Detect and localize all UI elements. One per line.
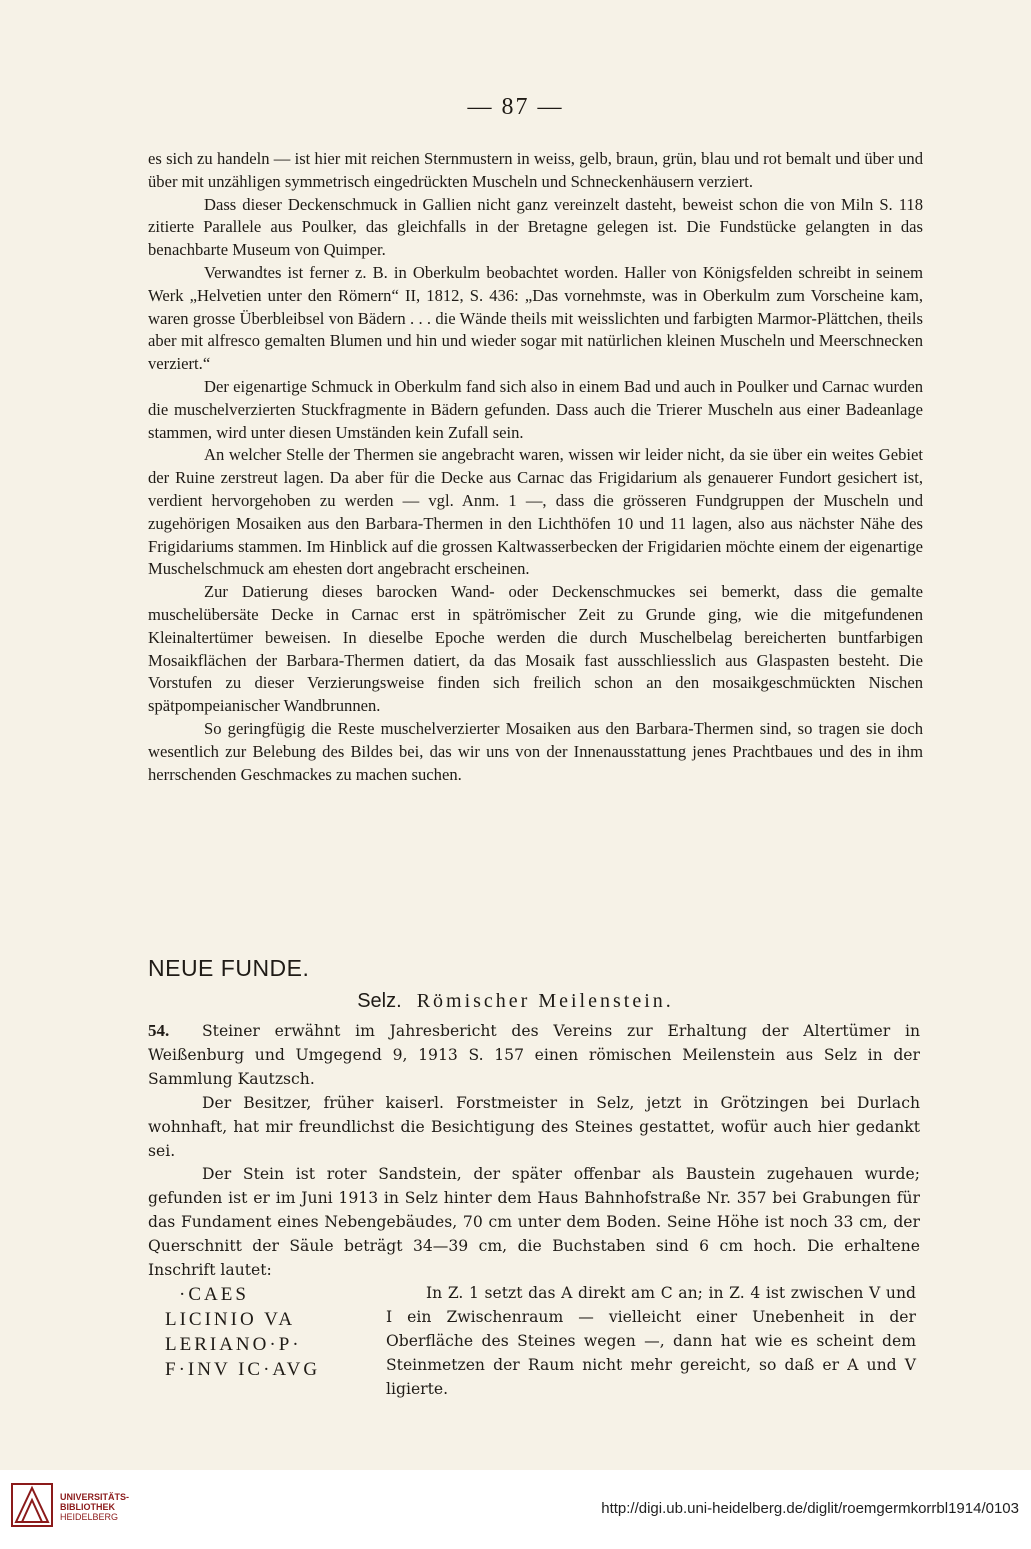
- paragraph: Verwandtes ist ferner z. B. in Oberkulm beobachtet worden. Haller von Königsfelden schreibt in seinem Werk „Helvetien unter den Römern“ II, 1812, S. 436: „Das vornehmste, was in Oberkulm zum Vorscheine kam, waren grosse Überbleibsel von Bädern . . . die Wände theils mit weisslichten und farbigten Marmor-Plättchen, theils aber mit alfresco gemalten Blumen und hin und wieder sogar mit natürlichen kleinen Muscheln und Meerschnecken verziert.“: [148, 262, 923, 374]
- find-subtitle: Römischer Meilenstein.: [416, 990, 674, 1012]
- inscription-line: F·INV IC·AVG: [165, 1359, 321, 1380]
- inscription-line: LICINIO VA: [165, 1309, 296, 1330]
- library-name: UNIVERSITÄTS- BIBLIOTHEK HEIDELBERG: [60, 1492, 130, 1522]
- paragraph: An welcher Stelle der Thermen sie angebracht waren, wissen wir leider nicht, da sie über ein weites Gebiet der Ruine zerstreut lagen. Da aber für die Decke aus Carnac das Frigidarium als genauerer Fundort gesichert ist, verdient hervorgehoben zu werden — vgl. Anm. 1 —, dass die grösseren Fundgruppen der Muscheln und zugehörigen Mosaiken aus den Barbara-Thermen in den Lichthöfen 10 und 11 lagen, also aus nächster Nähe des Frigidariums stammen. Im Hinblick auf die grossen Kaltwasserbecken der Frigidarien möchte einem der eigenartige Muschelschmuck am ehesten dort angebracht erscheinen.: [148, 445, 923, 579]
- inscription-line: ·CAES: [179, 1284, 249, 1305]
- footer: [0, 1470, 1031, 1549]
- paragraph: Steiner erwähnt im Jahresbericht des Vereins zur Erhaltung der Altertümer in Weißenburg und Umgegend 9, 1913 S. 157 einen römischen Meilenstein aus Selz in der Sammlung Kautzsch.: [148, 1022, 920, 1088]
- find-heading: [0, 990, 1031, 1013]
- inscription-commentary: [386, 1282, 916, 1402]
- paragraph: es sich zu handeln — ist hier mit reichen Sternmustern in weiss, gelb, braun, grün, blau und rot bemalt und über und über mit unzähligen symmetrisch eingedrückten Muscheln und Schneckenhäusern verziert.: [148, 149, 923, 191]
- source-url[interactable]: http://digi.ub.uni-heidelberg.de/diglit/roemgermkorrbl1914/0103: [601, 1500, 1019, 1517]
- paragraph: Zur Datierung dieses barocken Wand- oder Deckenschmuckes sei bemerkt, dass die gemalte muschelübersäte Decke in Carnac erst in spätrömischer Zeit zu Grunde ging, wie die mitgefundenen Kleinaltertümer beweisen. In dieselbe Epoche werden die durch Muschelbelag bereicherten buntfarbigen Mosaikflächen der Barbara-Thermen datiert, da das Mosaik fast ausschliesslich aus Glaspasten besteht. Die Vorstufen zu dieser Verzierungsweise finden sich freilich schon an den mosaikgeschmückten Nischen spätpompeianischer Wandbrunnen.: [148, 582, 923, 716]
- paragraph: Dass dieser Deckenschmuck in Gallien nicht ganz vereinzelt dasteht, beweist schon die von Miln S. 118 zitierte Parallele aus Poulker, das gleichfalls in der Bretagne gelegen ist. Die Fundstücke gelangten in das benachbarte Museum von Quimper.: [148, 194, 923, 260]
- article-body: [148, 148, 923, 786]
- library-seal-icon: [10, 1482, 54, 1528]
- section-title: NEUE FUNDE.: [148, 955, 310, 981]
- find-entry: [148, 1020, 920, 1283]
- inscription-line: LERIANO·P·: [165, 1334, 302, 1355]
- entry-number: 54.: [148, 1021, 170, 1040]
- paragraph: Der eigenartige Schmuck in Oberkulm fand sich also in einem Bad und auch in Poulker und Carnac wurden die muschelverzierten Stuckfragmente in Bädern gefunden. Dass auch die Trierer Muscheln aus einer Badeanlage stammen, wird unter diesen Umständen kein Zufall sein.: [148, 376, 923, 442]
- paragraph: So geringfügig die Reste muschelverzierter Mosaiken aus den Barbara-Thermen sind, so tragen sie doch wesentlich zur Belebung des Bildes bei, das wir uns von der Innenausstattung jenes Prachtbaues und des in ihm herrschenden Geschmackes zu machen suchen.: [148, 718, 923, 784]
- paragraph: Der Stein ist roter Sandstein, der später offenbar als Baustein zugehauen wurde; gefunden ist er im Juni 1913 in Selz hinter dem Haus Bahnhofstraße Nr. 357 bei Grabungen für das Fundament eines Nebengebäudes, 70 cm unter dem Boden. Seine Höhe ist noch 33 cm, der Querschnitt der Säule beträgt 34—39 cm, die Buchstaben sind 6 cm hoch. Die erhaltene Inschrift lautet:: [148, 1165, 920, 1280]
- paragraph: Der Besitzer, früher kaiserl. Forstmeister in Selz, jetzt in Grötzingen bei Durlach wohnhaft, hat mir freundlichst die Besichtigung des Steines gestattet, wofür auch hier gedankt sei.: [148, 1093, 920, 1160]
- paragraph: In Z. 1 setzt das A direkt am C an; in Z. 4 ist zwischen V und I ein Zwischenraum — vielleicht einer Unebenheit in der Oberfläche des Steines wegen —, dann hat wie es scheint dem Steinmetzen der Raum nicht mehr gereicht, so daß er A und V ligierte.: [386, 1284, 916, 1398]
- inscription: [165, 1282, 370, 1382]
- page-number: — 87 —: [467, 94, 564, 120]
- find-place: Selz.: [357, 990, 402, 1012]
